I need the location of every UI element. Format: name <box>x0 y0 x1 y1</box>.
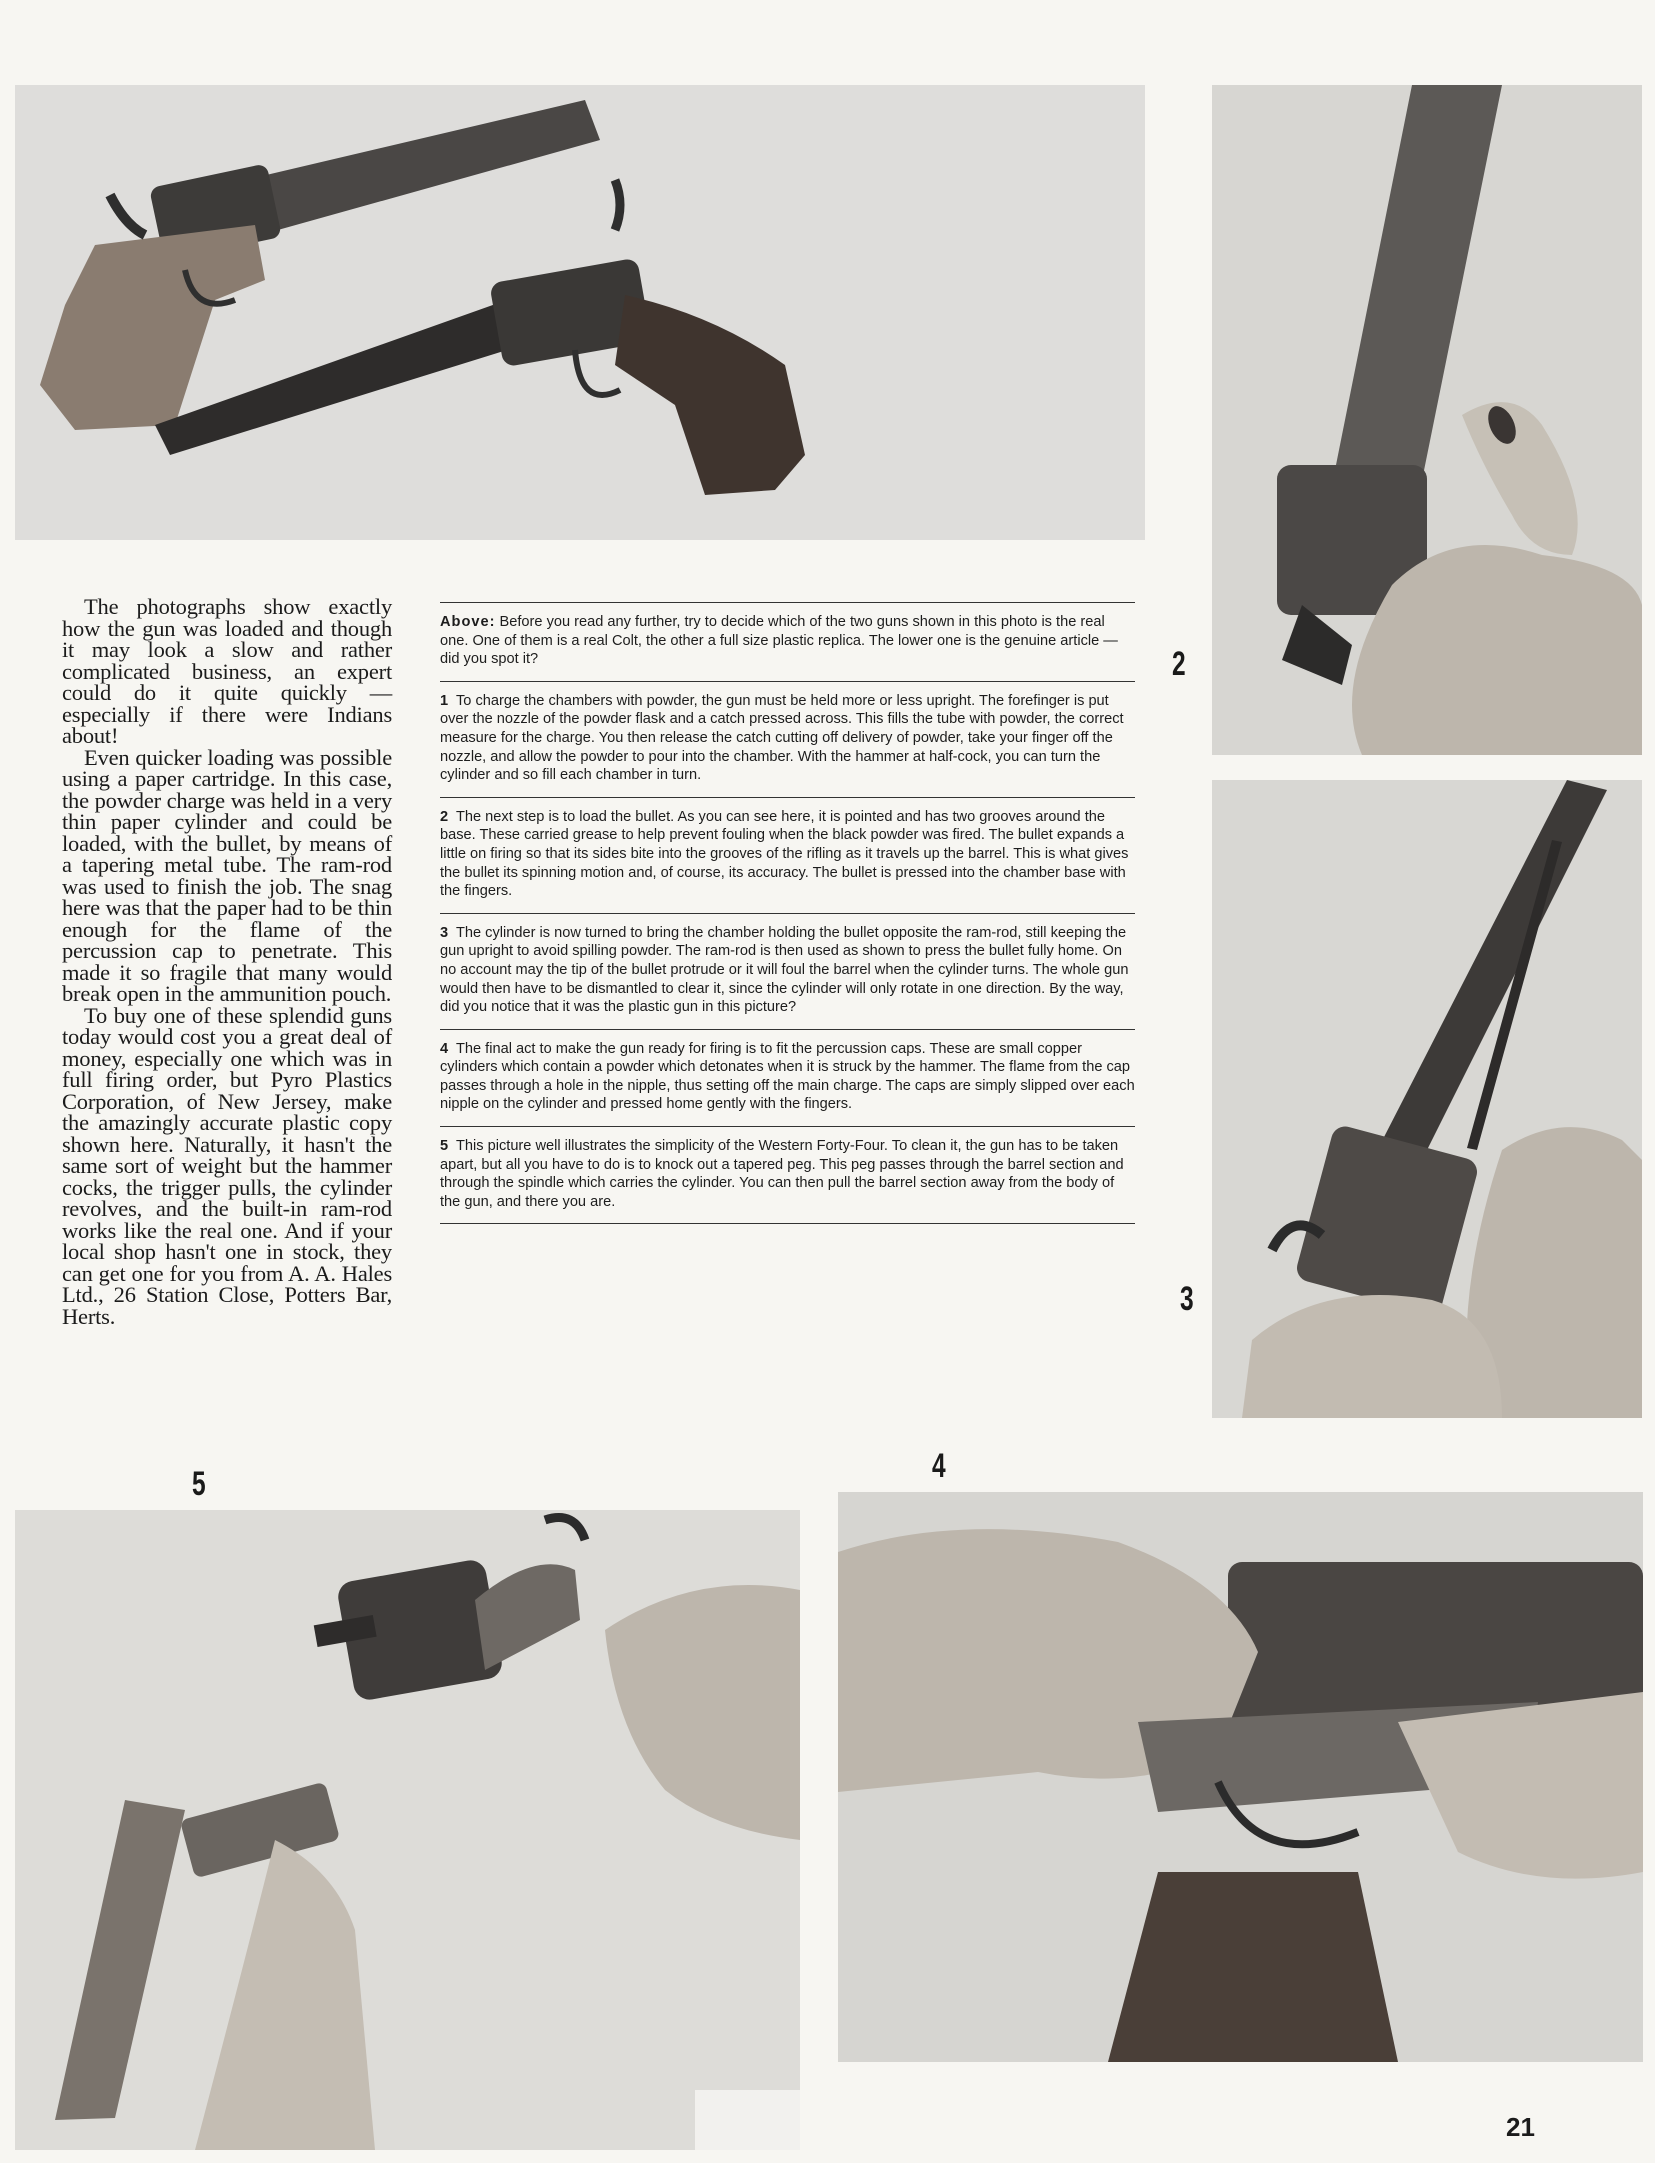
caption-above-label: Above: <box>440 614 496 630</box>
caption-step-number: 3 <box>440 924 449 941</box>
photo-fitting-caps <box>838 1492 1643 2062</box>
photo-ramrod <box>1212 780 1642 1418</box>
caption-step-4 <box>440 1029 1135 1126</box>
figure-5-number: 5 <box>192 1465 206 1503</box>
caption-step-5 <box>440 1126 1135 1224</box>
caption-step-text: The final act to make the gun ready for firing is to fit the percussion caps. These are small copper cylinders which contain a powder which detonates when it is struck by the hammer. The flame from the cap passes through a hole in the nipple, thus setting off the main charge. The caps are simply slipped over each nipple on the cylinder and pressed home gently with the fingers. <box>440 1040 1135 1113</box>
dismantled-gun-illustration <box>15 1510 800 2150</box>
caption-step-number: 1 <box>440 692 449 709</box>
intro-paragraph: The photographs show exactly how the gun was loaded and though it may look a slow and rather complicated business, an expert could do it quite quickly —especially if there were Indians about! <box>62 594 392 748</box>
caption-step-text: The cylinder is now turned to bring the chamber holding the bullet opposite the ram-rod, still keeping the gun upright to avoid spilling powder. The ram-rod is then used as shown to press the bullet fully home. On no account may the tip of the bullet protrude or it will foul the barrel when the cylinder turns. The whole gun would then have to be dismantled to clear it, since the cylinder will only rotate in one direction. By the way, did you notice that it was the plastic gun in this picture? <box>440 924 1129 1016</box>
captions-column <box>440 602 1135 1224</box>
photo-loading-bullet <box>1212 85 1642 755</box>
figure-3-number: 3 <box>1180 1280 1194 1318</box>
caption-above-text: Before you read any further, try to decide which of the two guns shown in this photo is the real one. One of them is a real Colt, the other a full size plastic replica. The lower one is the genuine article — did you spot it? <box>440 614 1118 668</box>
caption-step-number: 2 <box>440 808 449 825</box>
fitting-caps-illustration <box>838 1492 1643 2062</box>
caption-step-1 <box>440 681 1135 797</box>
caption-step-number: 4 <box>440 1040 449 1057</box>
loading-bullet-illustration <box>1212 85 1642 755</box>
caption-above <box>440 602 1135 681</box>
caption-step-number: 5 <box>440 1138 449 1155</box>
figure-4-number: 4 <box>932 1447 946 1485</box>
photo-dismantled-gun <box>15 1510 800 2150</box>
intro-text <box>62 596 392 1327</box>
two-revolvers-illustration <box>15 85 1145 540</box>
photo-two-revolvers <box>15 85 1145 540</box>
caption-step-text: To charge the chambers with powder, the gun must be held more or less upright. The forefinger is put over the nozzle of the powder flask and a catch pressed across. This fills the tube with powder, the correct measure for the charge. You then release the catch cutting off delivery of powder, take your finger off the nozzle, and allow the powder to pour into the chamber. With the hammer at half-cock, you can turn the cylinder and so fill each chamber in turn. <box>440 692 1124 784</box>
caption-step-text: This picture well illustrates the simplicity of the Western Forty-Four. To clean it, the gun has to be taken apart, but all you have to do is to knock out a tapered peg. This peg passes through the barrel section and through the spindle which carries the cylinder. You can then pull the barrel section away from the body of the gun, and there you are. <box>440 1138 1124 1210</box>
intro-paragraph: To buy one of these splendid guns today would cost you a great deal of money, especially one which was in full firing order, but Pyro Plastics Corporation, of New Jersey, make the amazingly accurate plastic copy shown here. Naturally, it hasn't the same sort of weight but the hammer cocks, the trigger pulls, the cylinder revolves, and the built-in ram-rod works like the real one. And if your local shop hasn't one in stock, they can get one for you from A. A. Hales Ltd., 26 Station Close, Potters Bar, Herts. <box>62 1002 392 1329</box>
caption-step-2 <box>440 797 1135 913</box>
intro-paragraph: Even quicker loading was possible using a paper cartridge. In this case, the powder charge was held in a very thin paper cylinder and could be loaded, with the bullet, by means of a tapering metal tube. The ram-rod was used to finish the job. The snag here was that the paper had to be thin enough for the flame of the percussion cap to penetrate. This made it so fragile that many would break open in the ammunition pouch. <box>62 744 392 1006</box>
ramrod-illustration <box>1212 780 1642 1418</box>
caption-step-3 <box>440 913 1135 1029</box>
caption-step-text: The next step is to load the bullet. As you can see here, it is pointed and has two grooves around the base. These carried grease to help prevent fouling when the black powder was fired. The bullet expands a little on firing so that its sides bite into the grooves of the rifling as it travels up the barrel. This is what gives the bullet its spinning motion and, of course, its accuracy. The bullet is pressed into the chamber base with the fingers. <box>440 808 1129 900</box>
page-number: 21 <box>1506 2112 1535 2142</box>
figure-2-number: 2 <box>1172 645 1186 683</box>
